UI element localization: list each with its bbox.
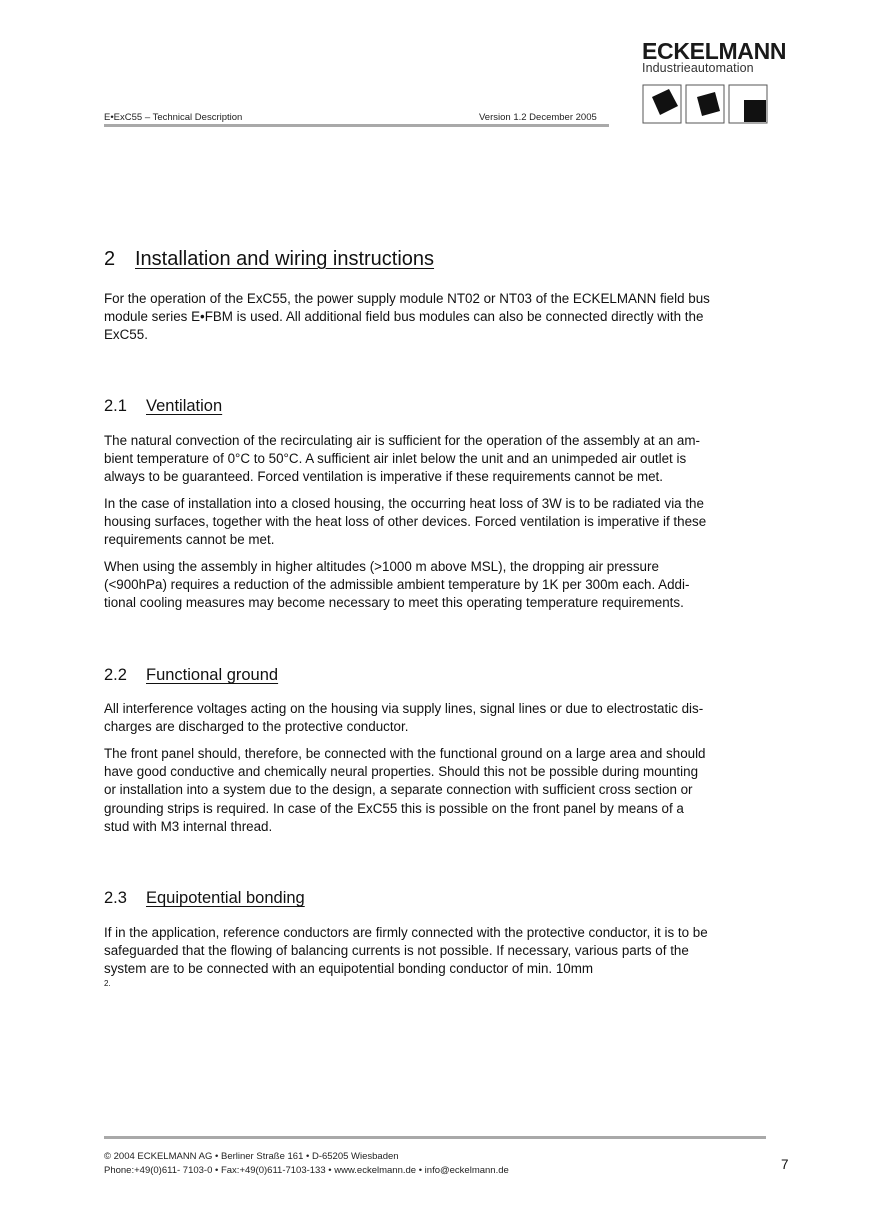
ventilation-paragraph-1 — [104, 432, 768, 487]
section-2-2-heading — [104, 666, 278, 685]
company-logo-subtitle: Industrieautomation — [642, 61, 754, 75]
text-line: always to be guaranteed. Forced ventilation is imperative if these requirements cannot be met. — [104, 469, 663, 485]
functional-ground-paragraph-1 — [104, 700, 768, 736]
text-line: housing surfaces, together with the heat loss of other devices. Forced ventilation is imperative if these — [104, 514, 707, 530]
text-line: safeguarded that the flowing of balancing currents is not possible. If necessary, various parts of the — [104, 943, 689, 959]
logo-frame-1 — [643, 85, 681, 123]
document-version: Version 1.2 December 2005 — [479, 112, 597, 123]
section-2-title: Installation and wiring instructions — [135, 248, 435, 270]
text-line: charges are discharged to the protective conductor. — [104, 719, 409, 735]
section-2-paragraph — [104, 290, 768, 345]
company-logo-mark — [642, 84, 768, 124]
section-2-heading — [104, 248, 434, 271]
section-2-2-number: 2.2 — [104, 666, 127, 684]
document-title: E•ExC55 – Technical Description — [104, 112, 243, 123]
logo-frame-3 — [729, 85, 767, 123]
company-logo-name: ECKELMANN — [642, 38, 787, 64]
functional-ground-paragraph-2 — [104, 745, 768, 836]
text-line: have good conductive and chemically neural properties. Should this not be possible during mounting — [104, 764, 699, 780]
text-line — [104, 960, 768, 996]
section-2-number: 2 — [104, 248, 116, 270]
text-line: tional cooling measures may become necessary to meet this operating temperature requirements. — [104, 595, 684, 611]
section-2-3-number: 2.3 — [104, 889, 127, 907]
text-line: requirements cannot be met. — [104, 532, 275, 548]
ventilation-paragraph-3 — [104, 558, 768, 613]
text-line: bient temperature of 0°C to 50°C. A sufficient air inlet below the unit and an unimpeded air outlet is — [104, 451, 687, 467]
text-fragment: system are to be connected with an equipotential bonding conductor of min. 10mm — [104, 961, 594, 977]
footer-rule — [104, 1136, 766, 1139]
section-2-3-heading — [104, 889, 305, 908]
section-2-2-title: Functional ground — [146, 666, 279, 684]
text-line: ExC55. — [104, 327, 148, 343]
text-line: All interference voltages acting on the housing via supply lines, signal lines or due to electrostatic dis- — [104, 701, 704, 716]
page-number: 7 — [781, 1157, 789, 1172]
equipotential-paragraph — [104, 924, 768, 997]
text-line: stud with M3 internal thread. — [104, 818, 273, 834]
text-line: In the case of installation into a closed housing, the occurring heat loss of 3W is to be radiated via the — [104, 496, 704, 511]
section-2-1-heading — [104, 397, 222, 416]
section-2-3-title: Equipotential bonding — [146, 889, 305, 907]
header-rule — [104, 124, 609, 127]
text-line: If in the application, reference conductors are firmly connected with the protective conductor, it is to be — [104, 925, 708, 940]
text-line: The natural convection of the recirculating air is sufficient for the operation of the assembly at an am- — [104, 433, 700, 448]
section-2-1-title: Ventilation — [146, 397, 223, 415]
text-line: The front panel should, therefore, be connected with the functional ground on a large area and should — [104, 746, 706, 761]
superscript: 2. — [104, 978, 111, 988]
ventilation-paragraph-2 — [104, 495, 768, 550]
text-line: grounding strips is required. In case of the ExC55 this is possible on the front panel by means of a — [104, 800, 684, 816]
footer-address: © 2004 ECKELMANN AG • Berliner Straße 161 • D-65205 Wiesbaden — [104, 1151, 399, 1162]
text-line: or installation into a system due to the design, a separate connection with sufficient cross section or — [104, 782, 693, 798]
text-line: (<900hPa) requires a reduction of the admissible ambient temperature by 1K per 300m each. Addi- — [104, 577, 690, 593]
section-2-1-number: 2.1 — [104, 397, 127, 415]
text-line: For the operation of the ExC55, the power supply module NT02 or NT03 of the ECKELMANN field bus — [104, 291, 710, 306]
footer-contact: Phone:+49(0)611- 7103-0 • Fax:+49(0)611-7103-133 • www.eckelmann.de • info@eckelmann.de — [104, 1165, 509, 1176]
logo-frame-2 — [686, 85, 724, 123]
text-line: When using the assembly in higher altitudes (>1000 m above MSL), the dropping air pressure — [104, 559, 659, 574]
text-line: module series E•FBM is used. All additional field bus modules can also be connected directly with the — [104, 309, 704, 325]
